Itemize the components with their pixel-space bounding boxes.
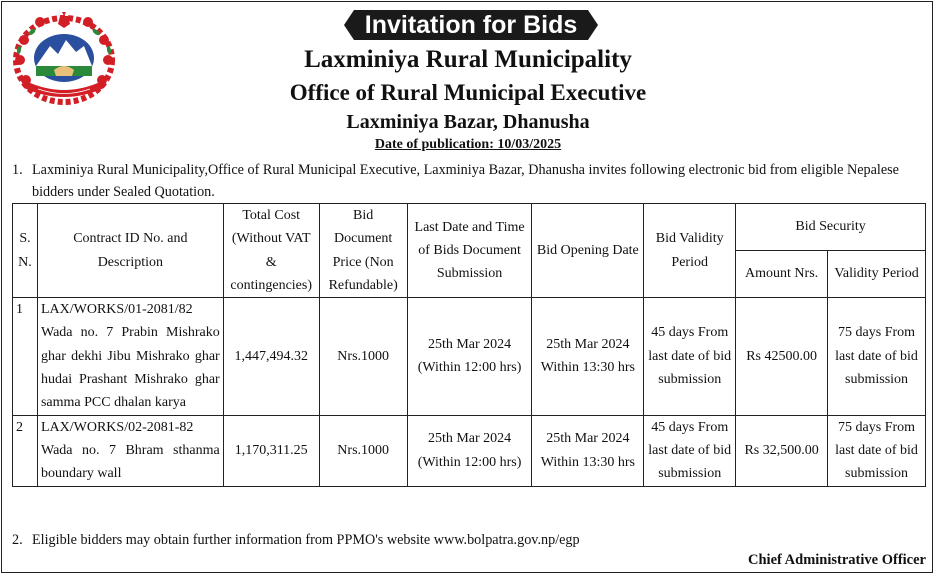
row-opening-date	[532, 415, 644, 486]
office-name: Office of Rural Municipal Executive	[289, 80, 647, 105]
header-validity: Bid Validity Period	[644, 204, 736, 298]
opening-time: Within 13:30 hrs	[540, 360, 636, 376]
intro-paragraph	[12, 159, 926, 203]
row-validity: 45 days From last date of bid submission	[644, 298, 736, 415]
contract-description: Wada no. 7 Bhram sthanma boundary wall	[40, 442, 220, 482]
header-opening-date: Bid Opening Date	[532, 204, 644, 298]
bids-table	[12, 203, 926, 487]
table-row	[13, 298, 926, 415]
row-doc-price: Nrs.1000	[319, 415, 407, 486]
header-bid-security: Bid Security	[736, 204, 926, 251]
publication-date: Date of publication: 10/03/2025	[374, 137, 562, 152]
signature-title: Chief Administrative Officer	[748, 552, 926, 568]
row-total-cost: 1,447,494.32	[223, 298, 319, 415]
office-location: Laxminiya Bazar, Dhanusha	[346, 111, 590, 133]
row-amount: Rs 42500.00	[736, 298, 828, 415]
notice-page	[1, 1, 933, 573]
row-contract	[37, 415, 223, 486]
row-contract	[37, 298, 223, 415]
header-amount: Amount Nrs.	[736, 251, 828, 298]
header-contract: Contract ID No. and Description	[37, 204, 223, 298]
note-text: Eligible bidders may obtain further information from PPMO's website www.bolpatra.gov.np/egp	[32, 532, 580, 548]
row-sn: 1	[13, 298, 38, 415]
header-total-cost: Total Cost (Without VAT & contingencies)	[223, 204, 319, 298]
header-sn: S. N.	[13, 204, 38, 298]
row-total-cost: 1,170,311.25	[223, 415, 319, 486]
row-validity: 45 days From last date of bid submission	[644, 415, 736, 486]
row-amount: Rs 32,500.00	[736, 415, 828, 486]
last-time: (Within 12:00 hrs)	[417, 360, 522, 376]
row-doc-price: Nrs.1000	[319, 298, 407, 415]
opening-date: 25th Mar 2024	[546, 431, 630, 447]
header-doc-price: Bid Document Price (Non Refundable)	[319, 204, 407, 298]
last-time: (Within 12:00 hrs)	[417, 454, 522, 470]
last-date: 25th Mar 2024	[427, 337, 512, 353]
title-banner	[342, 8, 600, 42]
banner-title: Invitation for Bids	[364, 11, 578, 39]
note-number: 2.	[12, 532, 23, 548]
table-row	[13, 415, 926, 486]
row-last-date	[407, 298, 532, 415]
row-security-validity: 75 days From last date of bid submission	[828, 415, 926, 486]
row-opening-date	[532, 298, 644, 415]
last-date: 25th Mar 2024	[427, 431, 512, 447]
intro-number: 1.	[12, 162, 23, 178]
intro-line-2: bidders under Sealed Quotation.	[32, 184, 215, 200]
row-last-date	[407, 415, 532, 486]
intro-line-1: Laxminiya Rural Municipality,Office of Rural Municipal Executive, Laxminiya Bazar, Dhanusha invites following electronic bid from eligible Nepalese	[32, 162, 899, 178]
row-security-validity: 75 days From last date of bid submission	[828, 298, 926, 415]
contract-description: Wada no. 7 Prabin Mishrako ghar dekhi Jibu Mishrako ghar hudai Prashant Mishrako ghar samma PCC dhalan karya	[40, 325, 220, 411]
contract-id: LAX/WORKS/01-2081/82	[40, 302, 193, 318]
municipality-name: Laxminiya Rural Municipality	[304, 46, 632, 73]
header-last-date: Last Date and Time of Bids Document Submission	[407, 204, 532, 298]
note-paragraph	[12, 529, 926, 551]
opening-time: Within 13:30 hrs	[540, 454, 636, 470]
header-security-validity: Validity Period	[828, 251, 926, 298]
opening-date: 25th Mar 2024	[546, 337, 630, 353]
row-sn: 2	[13, 415, 38, 486]
contract-id: LAX/WORKS/02-2081-82	[40, 419, 194, 435]
